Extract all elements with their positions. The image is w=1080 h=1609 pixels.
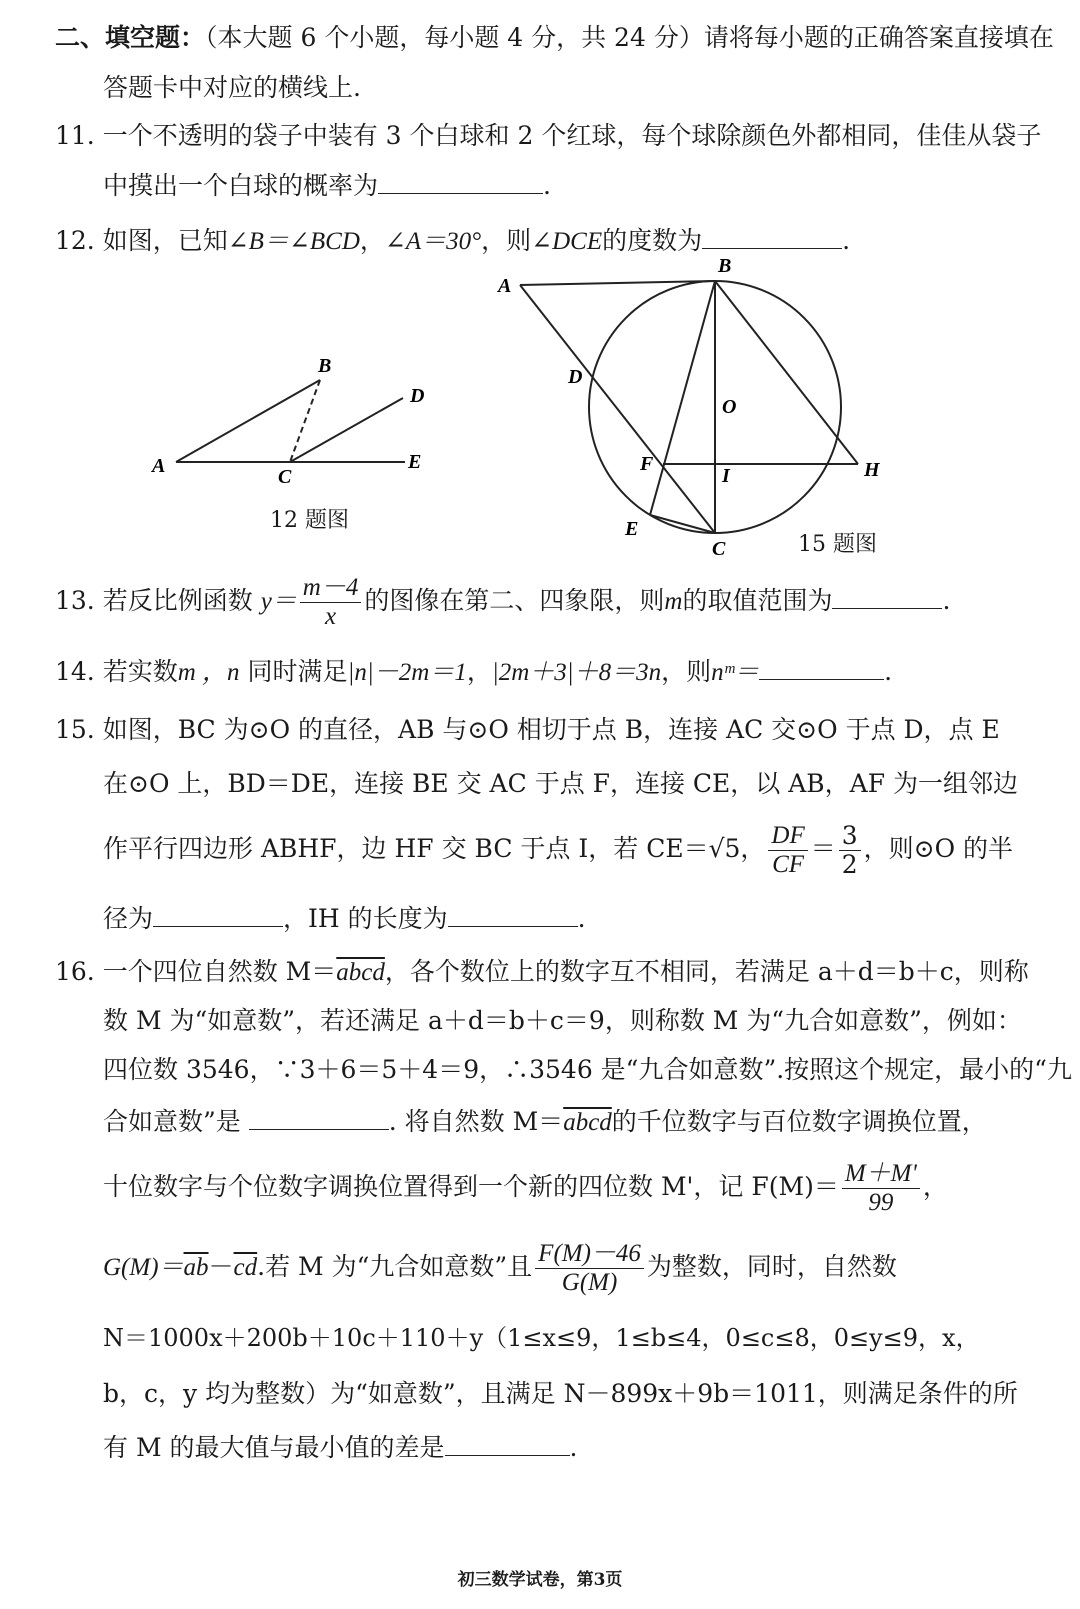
fraction: [300, 574, 362, 631]
answer-blank-difference[interactable]: [445, 1433, 570, 1456]
math-expression: ∠A＝30°: [384, 228, 482, 255]
question-number: 13.: [55, 586, 95, 615]
point-label-H: H: [864, 459, 880, 481]
point-label-F: F: [640, 453, 654, 475]
section-header: [55, 22, 1054, 54]
question-text: .若 M 为“九合如意数”且: [257, 1252, 533, 1281]
question-number: 16.: [55, 957, 95, 986]
question-11-line-2: [103, 170, 551, 202]
point-label-B: B: [718, 255, 732, 277]
answer-blank[interactable]: [702, 226, 842, 249]
question-text: 的取值范围为: [682, 586, 833, 615]
fraction-numerator: DF: [768, 822, 807, 851]
point-label-D: D: [410, 385, 425, 407]
question-text: 径为: [103, 904, 154, 933]
fraction: [768, 822, 807, 879]
fraction: [842, 1160, 920, 1217]
math-expression: ∠DCE: [531, 228, 603, 255]
question-text: 十位数字与个位数字调换位置得到一个新的四位数 M'，记 F(M)＝: [103, 1172, 839, 1201]
section-intro-1: （本大题 6 个小题，每小题 4 分，共 24 分）请将每小题的正确答案直接填在: [205, 23, 1054, 52]
question-text: 作平行四边形 ABHF，边 HF 交 BC 于点 I，若 CE＝√5，: [103, 834, 766, 863]
period: .: [942, 586, 951, 615]
point-label-O: O: [722, 396, 737, 418]
math-overline: abcd: [563, 1109, 612, 1136]
math-expression: m ，n: [177, 659, 240, 686]
question-text: ，各个数位上的数字互不相同，若满足 a＋d＝b＋c，则称: [384, 957, 1029, 986]
line-BE: [650, 281, 715, 515]
line-CD: [290, 398, 403, 462]
fraction-denominator: 2: [841, 850, 858, 879]
figure-15-caption: 15 题图: [798, 532, 877, 557]
point-label-A: A: [152, 455, 166, 477]
question-16-line-3: 四位数 3546，∵3＋6＝5＋4＝9，∴3546 是“九合如意数”.按照这个规定，最小的“九: [103, 1055, 1072, 1084]
math-expression: G(M)＝: [103, 1254, 184, 1281]
figure-12-diagram: [140, 350, 460, 500]
question-11-line-1: [55, 120, 1041, 152]
question-text: 若实数: [102, 657, 178, 686]
question-text: 一个不透明的袋子中装有 3 个白球和 2 个红球，每个球除颜色外都相同，佳佳从袋子: [102, 121, 1042, 150]
question-16-line-6: [103, 1240, 897, 1297]
question-16-line-4: [103, 1106, 987, 1139]
period: .: [569, 1433, 578, 1462]
question-16-line-1: [55, 956, 1029, 989]
fraction-denominator: 99: [868, 1189, 894, 1216]
question-16-line-8: b，c，y 均为整数）为“如意数”，且满足 N－899x＋9b＝1011，则满足条件的所: [103, 1379, 1018, 1408]
figure-15-diagram: [490, 250, 900, 560]
period: .: [543, 171, 551, 200]
math-overline: abcd: [336, 959, 385, 986]
fraction-denominator: x: [325, 603, 337, 630]
answer-blank[interactable]: [759, 657, 884, 680]
point-label-D: D: [568, 366, 583, 388]
question-text: ，: [359, 226, 385, 255]
question-text: 中摸出一个白球的概率为: [103, 171, 379, 200]
question-16-line-9: [103, 1432, 577, 1464]
fraction-numerator: F(M)－46: [535, 1240, 644, 1269]
line-AB: [176, 380, 320, 462]
fraction-denominator: CF: [772, 851, 805, 878]
question-number: 14.: [55, 657, 95, 686]
math-expression: y＝: [260, 588, 297, 615]
question-15-line-4: [103, 903, 586, 935]
question-text: ，则: [661, 657, 712, 686]
question-text: ，: [466, 657, 492, 686]
line-CE: [650, 515, 715, 533]
question-14-line: [55, 656, 892, 689]
point-label-E: E: [625, 518, 639, 540]
math-overline: $\overline{cd}$: [233, 1254, 258, 1281]
question-text: 的千位数字与百位数字调换位置，: [611, 1107, 987, 1136]
question-text: 为整数，同时，自然数: [646, 1252, 897, 1281]
question-13-line: [55, 574, 950, 631]
question-number: 11.: [55, 121, 95, 150]
math-expression: ∠B＝∠BCD: [227, 228, 360, 255]
question-number: 15.: [55, 715, 95, 744]
answer-blank-ih-length[interactable]: [448, 904, 578, 927]
fraction: [535, 1240, 644, 1297]
point-label-B: B: [318, 355, 332, 377]
fraction-denominator: G(M): [561, 1269, 618, 1296]
fraction: [839, 822, 861, 879]
question-16-line-7: N＝1000x＋200b＋10c＋110＋y（1≤x≤9，1≤b≤4，0≤c≤8，0≤y≤9，x，: [103, 1324, 980, 1352]
math-expression: |2m＋3|＋8＝3n: [491, 659, 662, 686]
question-text: 的图像在第二、四象限，则: [364, 586, 665, 615]
point-label-C: C: [278, 466, 292, 488]
question-15-line-1: [55, 714, 1000, 746]
answer-blank[interactable]: [378, 171, 543, 194]
fraction-numerator: M＋M': [842, 1160, 920, 1189]
period: .: [842, 226, 851, 255]
question-text: 有 M 的最大值与最小值的差是: [103, 1433, 445, 1462]
point-label-E: E: [408, 451, 422, 473]
fraction-numerator: 3: [839, 822, 861, 851]
question-text: ，则⊙O 的半: [863, 834, 1014, 863]
question-text: 如图，已知: [102, 226, 228, 255]
answer-blank[interactable]: [832, 586, 942, 609]
question-text: 同时满足: [247, 657, 348, 686]
question-16-line-2: 数 M 为“如意数”，若还满足 a＋d＝b＋c＝9，则称数 M 为“九合如意数”，例如：: [103, 1006, 1022, 1035]
question-text: ，IH 的长度为: [283, 904, 448, 933]
question-text: 合如意数”是: [103, 1107, 241, 1136]
period: .: [884, 657, 893, 686]
question-text: 如图，BC 为⊙O 的直径，AB 与⊙O 相切于点 B，连接 AC 交⊙O 于点 D，点 E: [102, 715, 1000, 744]
equals-sign: ＝: [810, 834, 836, 863]
question-number: 12.: [55, 226, 95, 255]
section-intro-2: 答题卡中对应的横线上.: [103, 73, 361, 102]
minus-sign: －: [208, 1252, 234, 1281]
period: .: [577, 904, 586, 933]
section-title: 二、填空题：: [55, 23, 206, 52]
question-text: 一个四位自然数 M＝: [102, 957, 337, 986]
point-label-A: A: [498, 275, 512, 297]
line-AC: [520, 285, 715, 533]
question-15-line-3: [103, 822, 1013, 879]
fraction-numerator: m－4: [300, 574, 362, 603]
answer-blank-radius[interactable]: [153, 904, 283, 927]
figure-12-caption: 12 题图: [270, 508, 349, 533]
math-expression: nᵐ＝: [711, 659, 760, 686]
math-variable: m: [664, 588, 683, 615]
question-15-line-2: 在⊙O 上，BD＝DE，连接 BE 交 AC 于点 F，连接 CE，以 AB，AF 为一组邻边: [103, 769, 1019, 798]
page-footer: 初三数学试卷，第3页: [457, 1570, 623, 1590]
point-label-I: I: [722, 465, 730, 487]
math-overline: $\overline{ab}$: [183, 1254, 209, 1281]
question-16-line-5: [103, 1160, 948, 1217]
question-text: 若反比例函数: [102, 586, 253, 615]
question-text: 的度数为: [602, 226, 703, 255]
answer-blank-smallest[interactable]: [249, 1107, 389, 1130]
math-expression: |n|－2m＝1: [347, 659, 467, 686]
question-text: . 将自然数 M＝: [388, 1107, 564, 1136]
point-label-C: C: [712, 538, 726, 560]
question-text: ，: [922, 1172, 948, 1201]
question-text: ，则: [481, 226, 532, 255]
line-BC: [290, 380, 320, 462]
